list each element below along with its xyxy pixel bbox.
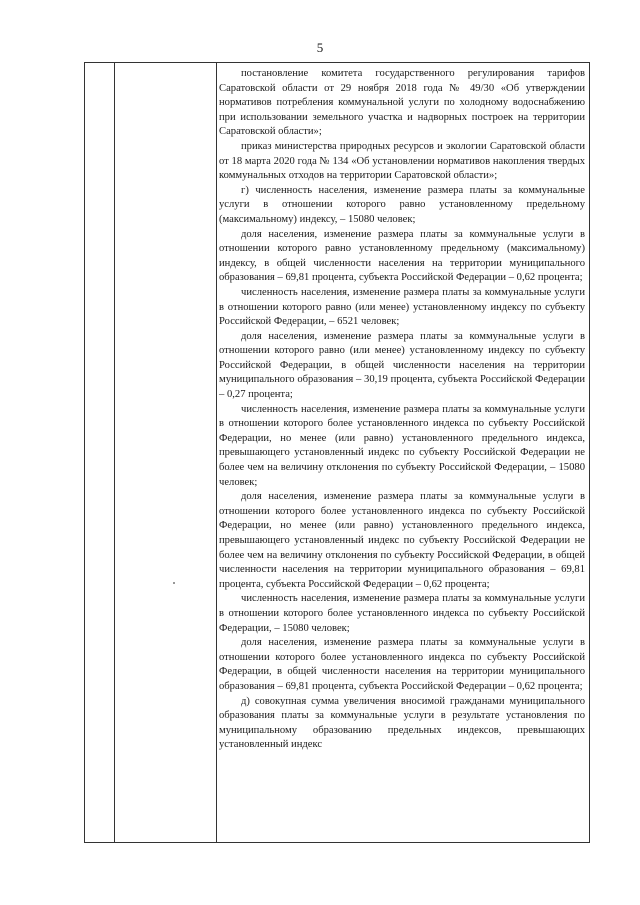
paragraph: постановление комитета государственного регулирования тарифов Саратовской области от 29 ноября 2018 года № 49/30 «Об утверждении нормативов потребления коммунальной услуги по холодному водоснабжению при использовании земельного участка и надворных построек на территории Саратовской области»; <box>219 68 585 138</box>
table-column-divider <box>114 63 115 842</box>
paragraph: численность населения, изменение размера платы за коммунальные услуги в отношении которого равно (или менее) установленному индексу по субъекту Российской Федерации, – 6521 человек; <box>219 286 585 328</box>
paragraph: приказ министерства природных ресурсов и экологии Саратовской области от 18 марта 2020 года № 134 «Об установлении нормативов накопления твердых коммунальных отходов на территории Саратовской области»; <box>219 140 585 182</box>
paragraph: численность населения, изменение размера платы за коммунальные услуги в отношении которого более установленного индекса по субъекту Российской Федерации, – 15080 человек; <box>219 593 585 634</box>
paragraph: численность населения, изменение размера платы за коммунальные услуги в отношении которого более установленного индекса по субъекту Российской Федерации, но менее (или равно) установленного предельного индекса, превышающего установленный индекс по субъекту Российской Федерации не более чем на величину отклонения по субъекту Российской Федерации, – 15080 человек; <box>219 403 585 488</box>
paragraph: г) численность населения, изменение размера платы за коммунальные услуги в отношении которого равно установленному предельному (максимальному) индексу, – 15080 человек; <box>219 184 585 225</box>
scan-speck <box>173 582 175 584</box>
table-text-cell <box>219 67 585 753</box>
paragraph: доля населения, изменение размера платы за коммунальные услуги в отношении которого более установленного индекса по субъекту Российской Федерации, в общей численности населения на территории муниципального образования – 69,81 процента, субъекта Российской Федерации – 0,62 процента; <box>219 637 585 692</box>
paragraph: доля населения, изменение размера платы за коммунальные услуги в отношении которого более установленного индекса по субъекту Российской Федерации, но менее (или равно) установленного предельного индекса, превышающего установленный индекс по субъекту Российской Федерации не более чем на величину отклонения по субъекту Российской Федерации, в общей численности населения на территории муниципального образования – 69,81 процента, субъекта Российской Федерации – 0,62 процента; <box>219 491 585 590</box>
table-column-divider <box>216 63 217 842</box>
paragraph: доля населения, изменение размера платы за коммунальные услуги в отношении которого равно (или менее) установленному индексу по субъекту Российской Федерации, в общей численности населения на территории муниципального образования – 30,19 процента, субъекта Российской Федерации – 0,27 процента; <box>219 330 585 401</box>
document-table <box>84 62 590 843</box>
page-number: 5 <box>316 40 324 55</box>
paragraph: доля населения, изменение размера платы за коммунальные услуги в отношении которого равно установленному предельному (максимальному) индексу, в общей численности населения на территории муниципального образования – 69,81 процента, субъекта Российской Федерации – 0,62 процента; <box>219 228 585 284</box>
paragraph: д) совокупная сумма увеличения вносимой гражданами муниципального образования платы за коммунальные услуги в результате установления по муниципальному образованию предельных индексов, превышающих установленный индекс <box>219 695 585 751</box>
